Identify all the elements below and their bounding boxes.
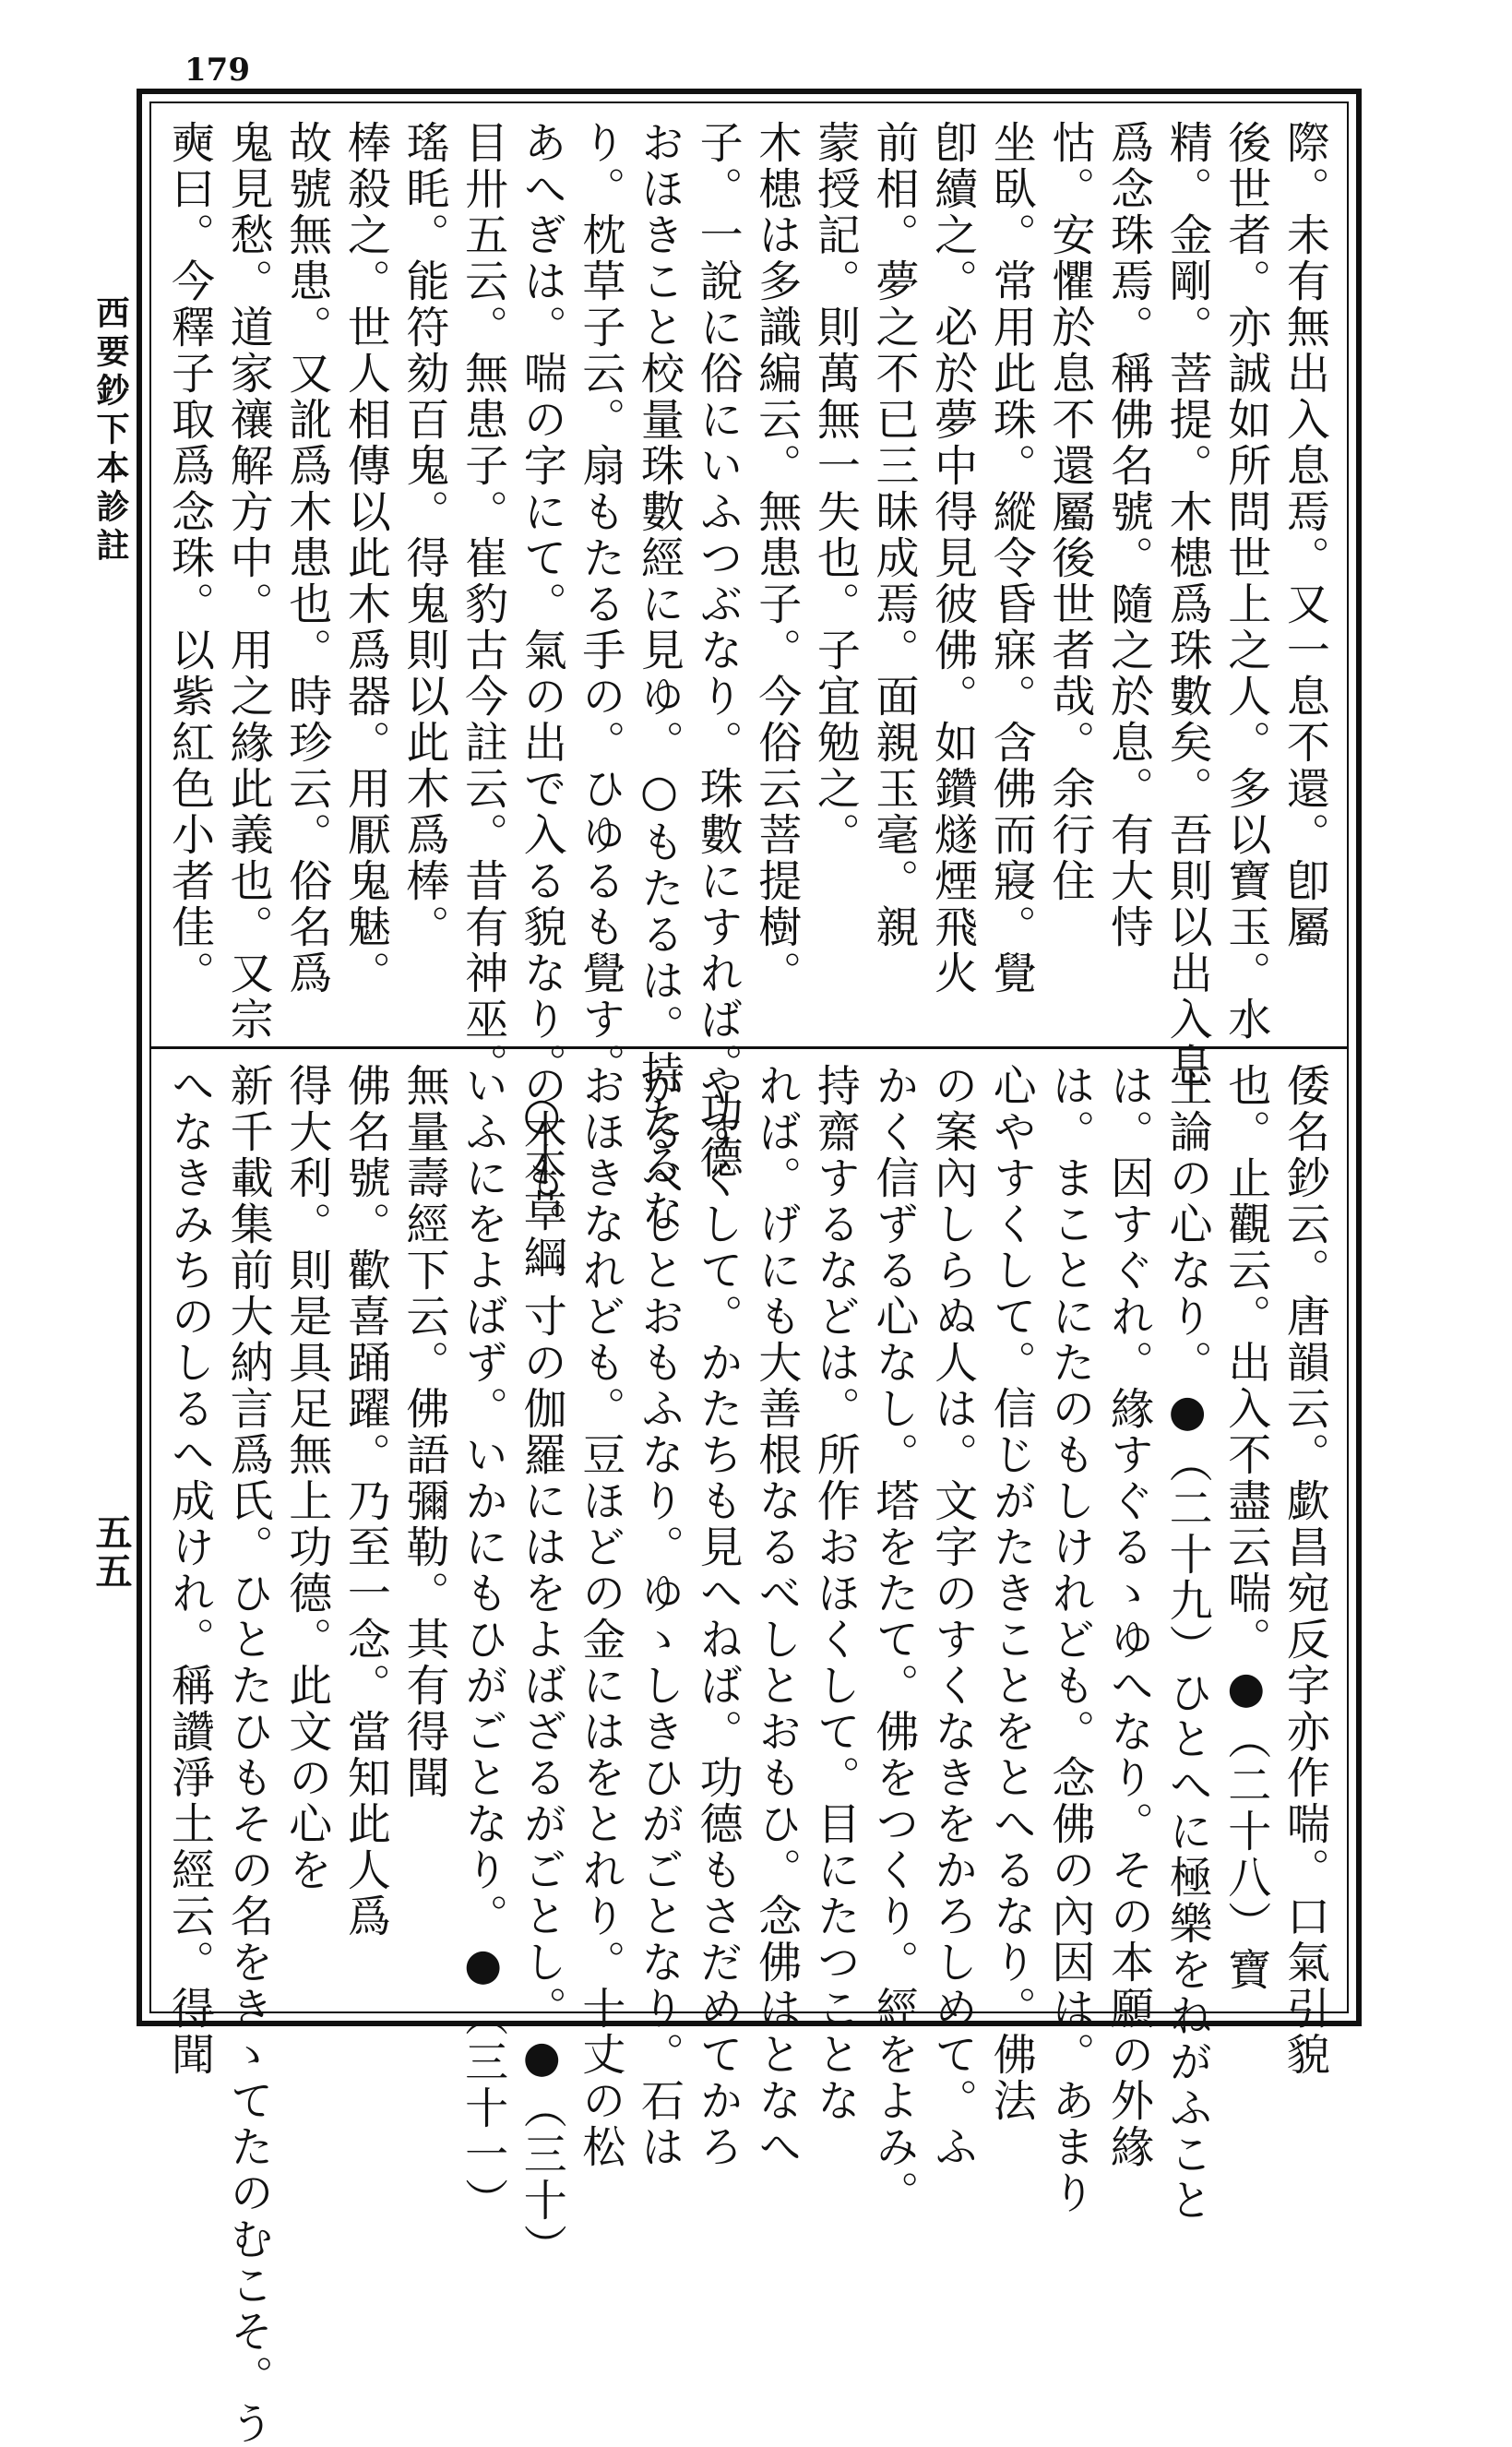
- upper-text-column: おほきこと校量珠數經に見ゆ。○もたるは。持たるな: [634, 120, 685, 1235]
- lower-text-column: は。因すぐれ。緣すぐるゝゆへなり。その本願の外緣: [1103, 1063, 1154, 2170]
- upper-text-column: 瑤眊。能符劾百鬼。得鬼則以此木爲棒。: [399, 120, 450, 950]
- upper-text-column: あへぎは。喘の字にて。氣の出で入る貌なり。○本草綱: [516, 120, 567, 1281]
- upper-text-column: 故號無患。又訛爲木患也。時珍云。俗名爲: [281, 120, 333, 997]
- running-head: 西要鈔下本診註: [91, 295, 130, 567]
- lower-text-column: 倭名鈔云。唐韻云。歔昌宛反字亦作喘。口氣引貌: [1279, 1063, 1330, 2078]
- lower-text-column: 持齋するなどは。所作おほくして。目にたつことな: [809, 1063, 861, 2124]
- side-page-number: 五五: [89, 1513, 133, 1591]
- lower-text-column: の案內しらぬ人は。文字のすくなきをかろしめて。ふ: [927, 1063, 979, 2170]
- upper-text-column: 鬼見愁。道家禳解方中。用之緣此義也。又宗: [222, 120, 274, 1043]
- upper-text-column: 精。金剛。菩提。木槵爲珠數矣。吾則以出入息: [1161, 120, 1213, 1089]
- upper-text-column: 際。未有無出入息焉。又一息不還。卽屬: [1279, 120, 1330, 950]
- section-divider: [151, 1046, 1347, 1049]
- text-frame-inner: [149, 101, 1349, 2447]
- upper-section: [164, 120, 1330, 1281]
- lower-text-column: は。まことにたのもしけれども。念佛の內因は。あまり: [1044, 1063, 1096, 2216]
- upper-text-column: り。枕草子云。扇もたる手の。ひゆるも覺す。: [575, 120, 626, 1089]
- lower-text-column: 得大利。則是具足無上功德。此文の心を: [281, 1063, 333, 1893]
- text-frame: [137, 89, 1362, 2447]
- lower-text-column: 無量壽經下云。佛語彌勒。其有得聞: [399, 1063, 450, 1801]
- lower-columns: [164, 1063, 1330, 2447]
- lower-text-column: かく信ずる心なし。塔をたて。佛をつくり。經をよみ。: [868, 1063, 920, 2216]
- lower-text-column: かるべしとおもふなり。ゆゝしきひがごとなり。石は: [634, 1063, 685, 2170]
- upper-text-column: 坐臥。常用此珠。縱令昏寐。含佛而寢。覺: [985, 120, 1037, 997]
- upper-text-column: 奭曰。今釋子取爲念珠。以紫紅色小者佳。: [164, 120, 215, 997]
- lower-text-column: いふにをよばず。いかにもひがごとなり。●（三十一）: [458, 1063, 509, 2224]
- page-number: 179: [185, 52, 250, 89]
- lower-text-column: 也。止觀云。出入不盡云喘。●（二十八）寶: [1220, 1063, 1272, 1993]
- upper-text-column: 前相。夢之不已三昧成焉。面親玉毫。親: [868, 120, 920, 950]
- lower-text-column: れば。げにも大善根なるべしとおもひ。念佛はとなへ: [751, 1063, 803, 2170]
- lower-text-column: おほきなれども。豆ほどの金にはをとれり。十丈の松: [575, 1063, 626, 2170]
- lower-text-column: 新千載集前大納言爲氏。ひとたひもその名をきゝてたのむこそ。う: [222, 1063, 274, 2447]
- lower-text-column: 佛名號。歡喜踊躍。乃至一念。當知此人爲: [339, 1063, 391, 1940]
- upper-text-column: 怙。安懼於息不還屬後世者哉。余行住: [1044, 120, 1096, 904]
- upper-text-column: 棒殺之。世人相傳以此木爲器。用厭鬼魅。: [339, 120, 391, 997]
- upper-text-column: 木槵は多識編云。無患子。今俗云菩提樹。: [751, 120, 803, 997]
- lower-text-column: 王論の心なり。●（二十九）ひとへに極樂をねがふこと: [1161, 1063, 1213, 2224]
- upper-text-column: 後世者。亦誠如所問世上之人。多以寶玉。水: [1220, 120, 1272, 1043]
- lower-section: [164, 1063, 1330, 2447]
- upper-text-column: 卽續之。必於夢中得見彼佛。如鑽燧煙飛火: [927, 120, 979, 997]
- upper-text-column: 蒙授記。則萬無一失也。子宜勉之。: [809, 120, 861, 858]
- lower-text-column: やすくして。かたちも見へねば。功德もさだめてかろ: [692, 1063, 744, 2170]
- upper-text-column: 子。一說に俗にいふつぶなり。珠數にすれば。功德: [692, 120, 744, 1181]
- lower-text-column: へなきみちのしるへ成けれ。稱讚淨土經云。得聞: [164, 1063, 215, 2078]
- upper-text-column: 爲念珠焉。稱佛名號。隨之於息。有大恃: [1103, 120, 1154, 950]
- upper-columns: [164, 120, 1330, 1281]
- upper-text-column: 目卅五云。無患子。崔豹古今註云。昔有神巫。: [458, 120, 509, 1089]
- lower-text-column: 心やすくして。信じがたきことをとへるなり。佛法: [985, 1063, 1037, 2124]
- lower-text-column: の木も。一寸の伽羅にはをよばざるがごとし。●（三十）: [516, 1063, 567, 2270]
